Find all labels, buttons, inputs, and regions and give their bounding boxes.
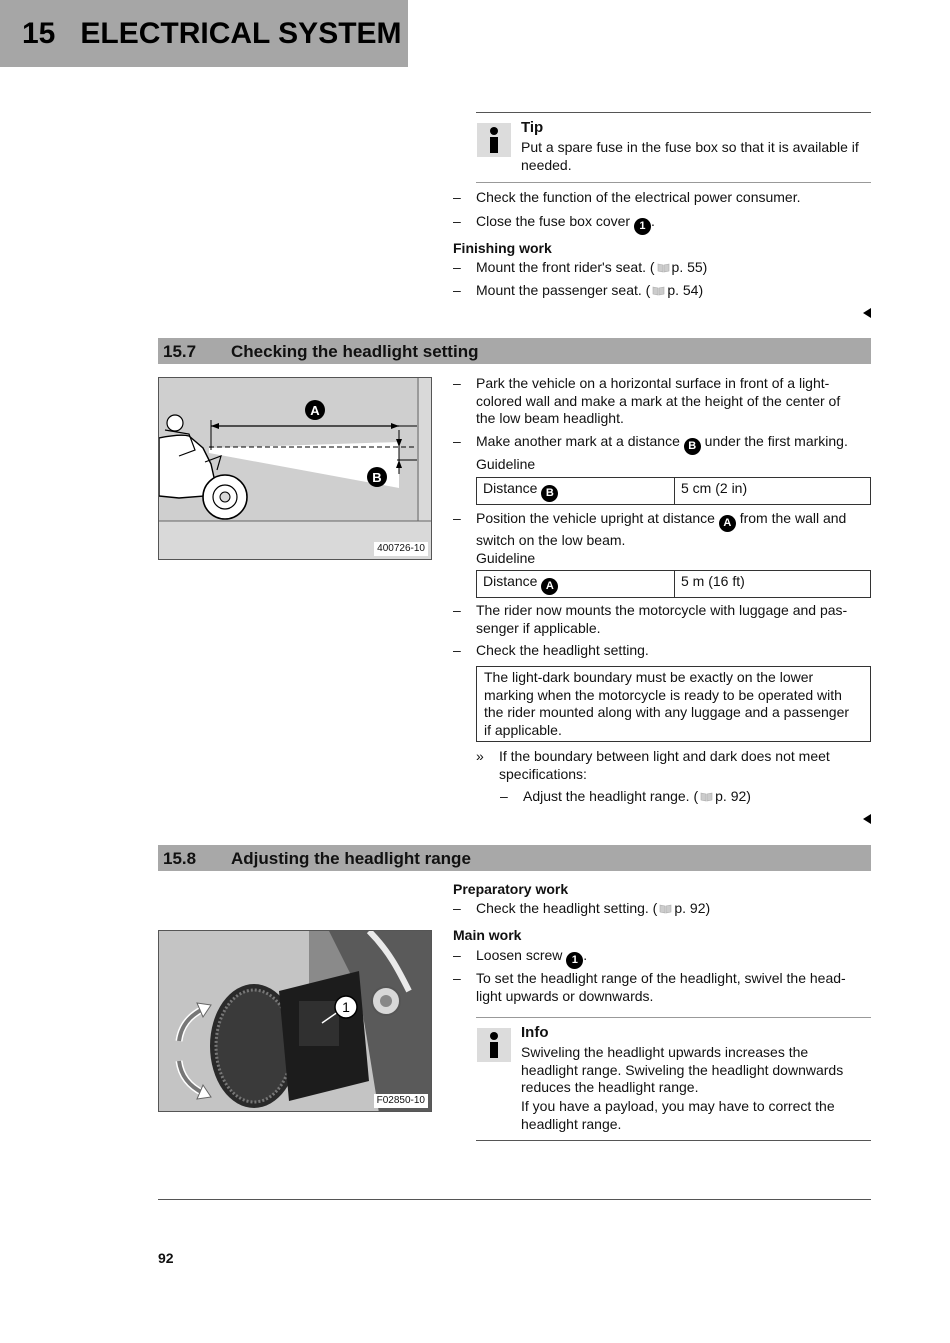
guideline-label: Guideline	[476, 456, 536, 472]
tip-top-rule	[476, 112, 871, 113]
marker-1: 1	[566, 952, 583, 969]
marker-a: A	[310, 403, 320, 418]
footer-rule	[158, 1199, 871, 1200]
page-ref[interactable]: p. 54	[667, 282, 699, 298]
book-icon	[700, 792, 713, 802]
tip-text: Put a spare fuse in the fuse box so that it is available if needed.	[521, 139, 859, 173]
tip-bottom-rule	[476, 182, 871, 183]
section-number: 15.8	[163, 849, 197, 868]
info-heading: Info	[521, 1024, 549, 1041]
main-work-heading: Main work	[453, 927, 522, 943]
figure-label: 400726-10	[374, 542, 428, 556]
info-bottom-rule	[476, 1140, 871, 1141]
page-number: 92	[158, 1250, 174, 1266]
marker-1: 1	[634, 218, 651, 235]
condition-box: The light-dark boundary must be exactly on the lower marking when the motorcycle is ready to be operated with the rider mounted along with any luggage and a passenger if applicable.	[476, 666, 871, 742]
book-icon	[652, 286, 665, 296]
end-of-procedure-mark	[863, 308, 871, 318]
finishing-work-heading: Finishing work	[453, 240, 552, 256]
info-icon	[477, 1028, 511, 1062]
section-heading-15-8	[158, 845, 871, 871]
chapter-title: 15 ELECTRICAL SYSTEM	[22, 17, 402, 50]
book-icon	[659, 904, 672, 914]
book-icon	[657, 263, 670, 273]
section-title: Checking the headlight setting	[231, 342, 479, 361]
marker-1: 1	[342, 999, 350, 1015]
guideline-table: Distance A 5 m (16 ft)	[476, 570, 871, 598]
guideline-label: Guideline	[476, 550, 536, 566]
chapter-header	[0, 0, 408, 67]
info-paragraph: If you have a payload, you may have to correct the headlight range.	[521, 1098, 835, 1132]
section-number: 15.7	[163, 342, 197, 361]
marker-b: B	[541, 485, 558, 502]
headlight-diagram	[159, 378, 432, 560]
page-ref[interactable]: p. 92	[674, 900, 706, 916]
end-of-procedure-mark	[863, 814, 871, 824]
tip-heading: Tip	[521, 119, 544, 136]
marker-a: A	[541, 578, 558, 595]
figure-label: F02850-10	[374, 1094, 428, 1108]
section-heading-15-7	[158, 338, 871, 364]
page-ref[interactable]: p. 92	[715, 788, 747, 804]
marker-a: A	[719, 515, 736, 532]
section-title: Adjusting the headlight range	[231, 849, 471, 868]
page-ref[interactable]: p. 55	[671, 259, 703, 275]
preparatory-work-heading: Preparatory work	[453, 881, 569, 897]
info-paragraph: Swiveling the headlight upwards increases the headlight range. Swiveling the headlight downwards reduces the headlight range.	[521, 1044, 844, 1095]
marker-b: B	[684, 438, 701, 455]
headlight-photo	[159, 931, 432, 1112]
figure-headlight-adjust	[158, 930, 432, 1112]
marker-b: B	[372, 470, 382, 485]
figure-headlight-setting	[158, 377, 432, 560]
guideline-table: Distance B 5 cm (2 in)	[476, 477, 871, 505]
info-top-rule	[476, 1017, 871, 1018]
info-icon	[477, 123, 511, 157]
